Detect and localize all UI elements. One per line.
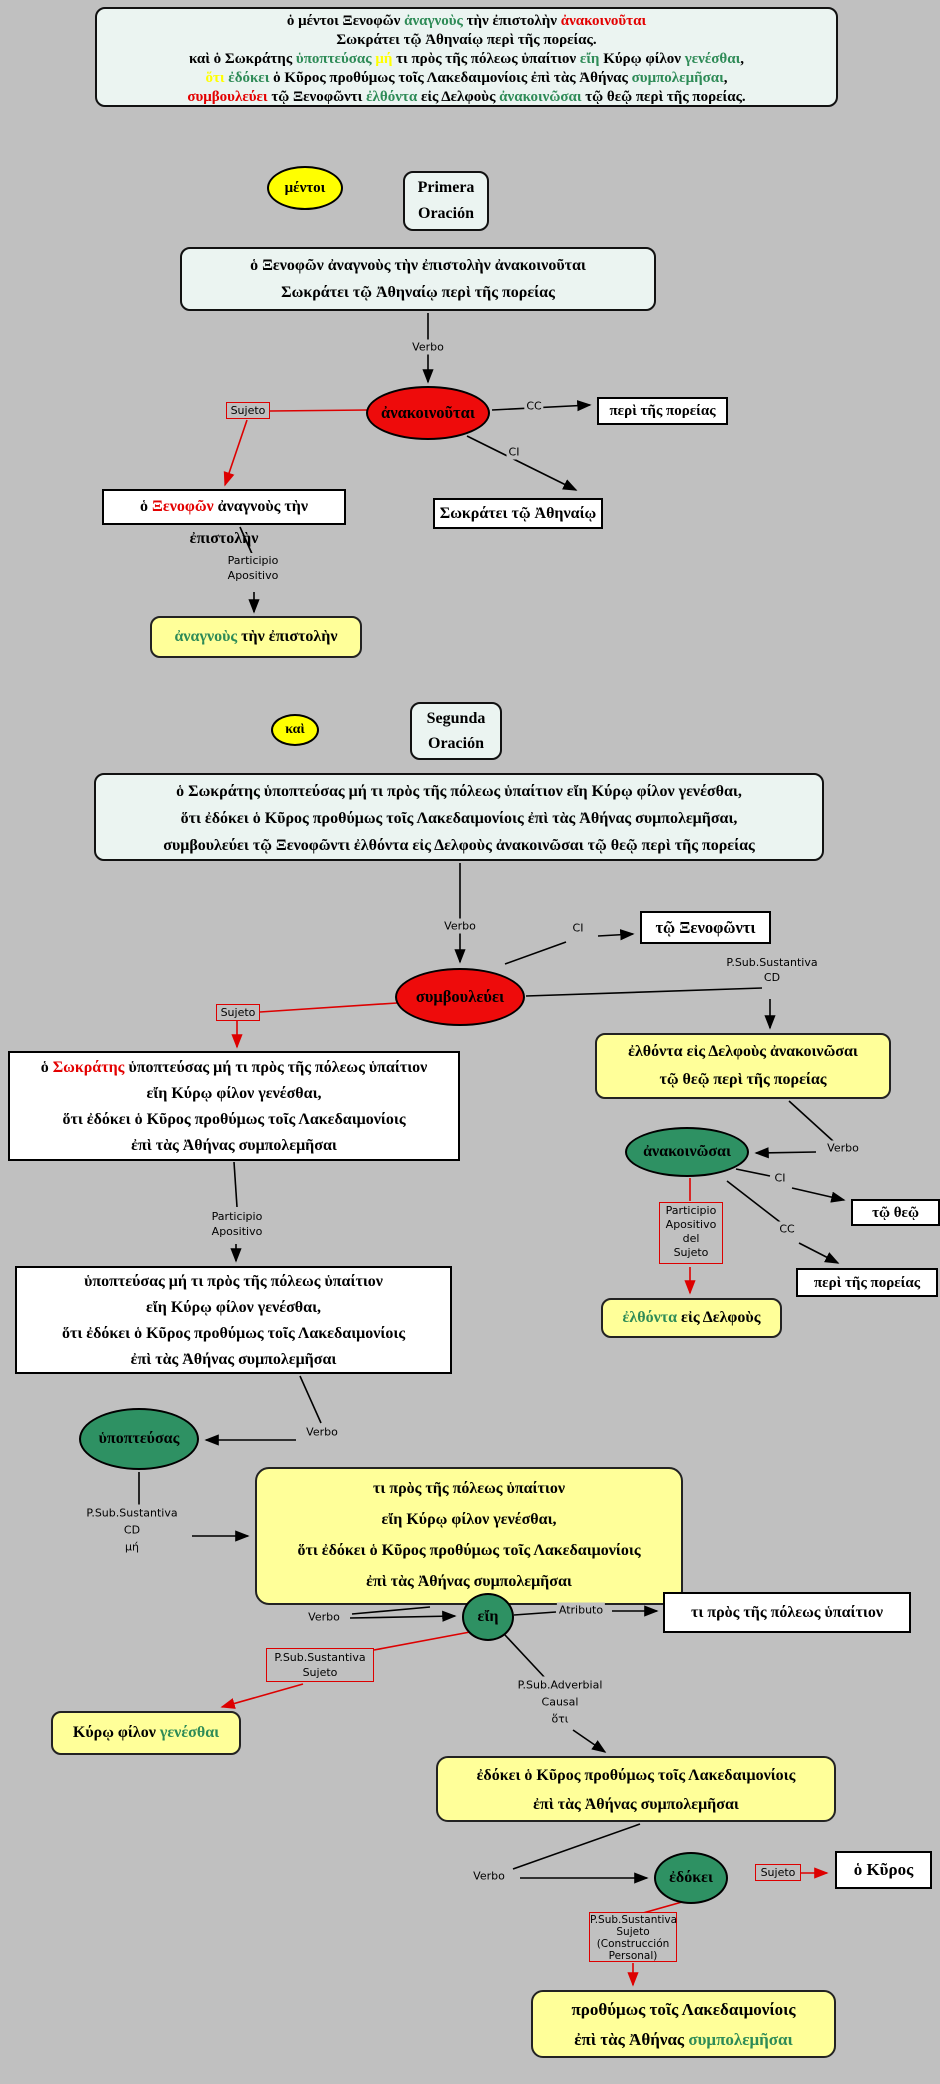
sentence2-line2: ὅτι ἐδόκει ὁ Κῦρος προθύμως τοῖς Λακεδαιμονίοις ἐπὶ τὰς Ἀθήνας συμπολεμῆσαι, [180, 810, 738, 827]
summary-sentence-box [95, 7, 838, 107]
subject2-box [8, 1051, 460, 1161]
connector-word: μέντοι [284, 179, 326, 196]
psub-adverbial-causal-label: P.Sub.Adverbial Causal ὅτι [517, 1678, 603, 1726]
ci-box-3: τῷ θεῷ [851, 1199, 940, 1226]
verb-ellipse-edokei: ἐδόκει [654, 1852, 728, 1904]
connector-word-2: καὶ [285, 722, 305, 737]
sentence1-box [180, 247, 656, 311]
participle-inf-box: ἐλθόντα εἰς Δελφοὺς [601, 1298, 782, 1338]
summary-line-4: ὅτι ἐδόκει ὁ Κῦρος προθύμως τοῖς Λακεδαιμονίοις ἐπὶ τὰς Ἀθήνας συμπολεμῆσαι, [205, 70, 728, 86]
ci-box-2: τῷ Ξενοφῶντι [640, 911, 771, 944]
oracion-line-2: Oración [428, 735, 484, 752]
causal-clause-box: ἐδόκει ὁ Κῦρος προθύμως τοῖς Λακεδαιμονίοις ἐπὶ τὰς Ἀθήνας συμπολεμῆσαι [436, 1756, 836, 1822]
sujeto-label-2: Sujeto [216, 1004, 260, 1021]
psub-sustantiva-cd-me-label: P.Sub.Sustantiva CD μή [86, 1506, 178, 1554]
sentence1-line2: Σωκράτει τῷ Ἀθηναίῳ περὶ τῆς πορείας [281, 284, 555, 301]
verbo-label-5: Verbo [308, 1610, 340, 1624]
summary-line-5: συμβουλεύει τῷ Ξενοφῶντι ἐλθόντα εἰς Δελφοὺς ἀνακοινῶσαι τῷ θεῷ περὶ τῆς πορείας. [187, 89, 746, 105]
verb-ellipse-anakoinosai: ἀνακοινῶσαι [625, 1127, 749, 1177]
ci-box-1: Σωκράτει τῷ Ἀθηναίῳ [433, 498, 603, 529]
verbo-label-4: Verbo [306, 1425, 338, 1439]
connector-ellipse-mentoi [267, 166, 343, 210]
psub-sustantiva-cd-label: P.Sub.Sustantiva CD [726, 956, 818, 984]
verb-ellipse-anakoinoutai [366, 386, 490, 440]
personal-construction-box [531, 1990, 836, 2058]
psub-sustantiva-construccion-label: P.Sub.Sustantiva Sujeto (Construcción Personal) [590, 1914, 678, 1962]
subject1-box: ὁ Ξενοφῶν ἀναγνοὺς τὴν ἐπιστολὴν [102, 489, 346, 525]
participio-apositivo-label-1: Participio Apositivo [227, 554, 279, 582]
summary-line-1: ὁ μέντοι Ξενοφῶν ἀναγνοὺς τὴν ἐπιστολὴν ἀνακοινοῦται [286, 13, 647, 29]
cc-label-3: CC [779, 1222, 795, 1236]
ci-label-1: CI [508, 445, 520, 459]
subject2-line2: εἴη Κύρῳ φίλον γενέσθαι, [146, 1085, 322, 1102]
ci-label-2: CI [572, 921, 584, 935]
verbo-label-1: Verbo [412, 340, 444, 354]
primera-line: Primera [417, 179, 475, 196]
sujeto-kyros-box: ὁ Κῦρος [835, 1851, 932, 1889]
verbo-label-2: Verbo [444, 919, 476, 933]
summary-line-3: καὶ ὁ Σωκράτης ὑποπτεύσας μή τι πρὸς τῆς πόλεως ὑπαίτιον εἴη Κύρῳ φίλον γενέσθαι, [188, 51, 745, 67]
oracion-line: Oración [418, 205, 474, 222]
personal-line1: προθύμως τοῖς Λακεδαιμονίοις [571, 2000, 796, 2019]
sujeto-label-3: Sujeto [755, 1864, 801, 1881]
psub-sustantiva-sujeto-label: P.Sub.Sustantiva Sujeto [266, 1648, 374, 1682]
subject2-line3: ὅτι ἐδόκει ὁ Κῦρος προθύμως τοῖς Λακεδαιμονίοις [62, 1111, 406, 1128]
sentence2-line3: συμβουλεύει τῷ Ξενοφῶντι ἐλθόντα εἰς Δελφοὺς ἀνακοινῶσαι τῷ θεῷ περὶ τῆς πορείας [163, 837, 755, 854]
verbo-label-6: Verbo [473, 1869, 505, 1883]
sentence1-line1: ὁ Ξενοφῶν ἀναγνοὺς τὴν ἐπιστολὴν ἀνακοινοῦται [250, 257, 586, 274]
verb-ellipse-hypopteusas: ὑποπτεύσας [79, 1408, 199, 1470]
atributo-label: Atributo [558, 1603, 604, 1617]
personal-line2: ἐπὶ τὰς Ἀθήνας συμπολεμῆσαι [574, 2030, 793, 2049]
segunda-line: Segunda [426, 710, 486, 727]
cc-box-3: περὶ τῆς πορείας [796, 1268, 938, 1297]
verb-word: ἀνακοινοῦται [381, 403, 475, 422]
subject2-line1: ὁ Σωκράτης ὑποπτεύσας μή τι πρὸς τῆς πόλεως ὑπαίτιον [40, 1059, 428, 1076]
summary-line-2: Σωκράτει τῷ Ἀθηναίῳ περὶ τῆς πορείας. [336, 32, 597, 48]
cd-inf-line2: τῷ θεῷ περὶ τῆς πορείας [659, 1071, 827, 1088]
cc-box-1: περὶ τῆς πορείας [597, 397, 728, 425]
segunda-oracion-box [410, 702, 502, 760]
primera-oracion-box [403, 171, 489, 231]
verb-ellipse-symbouleuei: συμβουλεύει [395, 968, 525, 1026]
sujeto-infinitive-box: Κύρῳ φίλον γενέσθαι [51, 1711, 241, 1755]
participio-apositivo-del-sujeto-label: Participio Apositivo del Sujeto [659, 1202, 723, 1264]
participle2-box: ὑποπτεύσας μή τι πρὸς τῆς πόλεως ὑπαίτιον εἴη Κύρῳ φίλον γενέσθαι, ὅτι ἐδόκει ὁ Κῦρος προθύμως τοῖς Λακεδαιμονίοις ἐπὶ τὰς Ἀθήνας συμπολεμῆσαι [15, 1266, 452, 1374]
participle1-box: ἀναγνοὺς τὴν ἐπιστολὴν [150, 616, 362, 658]
cd-infinitive-box [595, 1033, 891, 1099]
sentence2-line1: ὁ Σωκράτης ὑποπτεύσας μή τι πρὸς τῆς πόλεως ὑπαίτιον εἴη Κύρῳ φίλον γενέσθαι, [176, 783, 742, 800]
ci-label-3: CI [774, 1171, 786, 1185]
connector-ellipse-kai [271, 714, 319, 746]
cd-clause-box: τι πρὸς τῆς πόλεως ὑπαίτιον εἴη Κύρῳ φίλον γενέσθαι, ὅτι ἐδόκει ὁ Κῦρος προθύμως τοῖς Λακεδαιμονίοις ἐπὶ τὰς Ἀθήνας συμπολεμῆσαι [255, 1467, 683, 1605]
subject2-line4: ἐπὶ τὰς Ἀθήνας συμπολεμῆσαι [131, 1137, 337, 1154]
sentence2-box [94, 773, 824, 861]
verbo-label-3: Verbo [827, 1141, 859, 1155]
cd-inf-line1: ἐλθόντα εἰς Δελφοὺς ἀνακοινῶσαι [628, 1043, 858, 1060]
atributo-box: τι πρὸς τῆς πόλεως ὑπαίτιον [663, 1592, 911, 1633]
participio-apositivo-label-2: Participio Apositivo [211, 1210, 263, 1238]
verb-ellipse-eie: εἴη [462, 1593, 514, 1641]
sujeto-label-1: Sujeto [226, 402, 270, 419]
cc-label-1: CC [526, 399, 542, 413]
